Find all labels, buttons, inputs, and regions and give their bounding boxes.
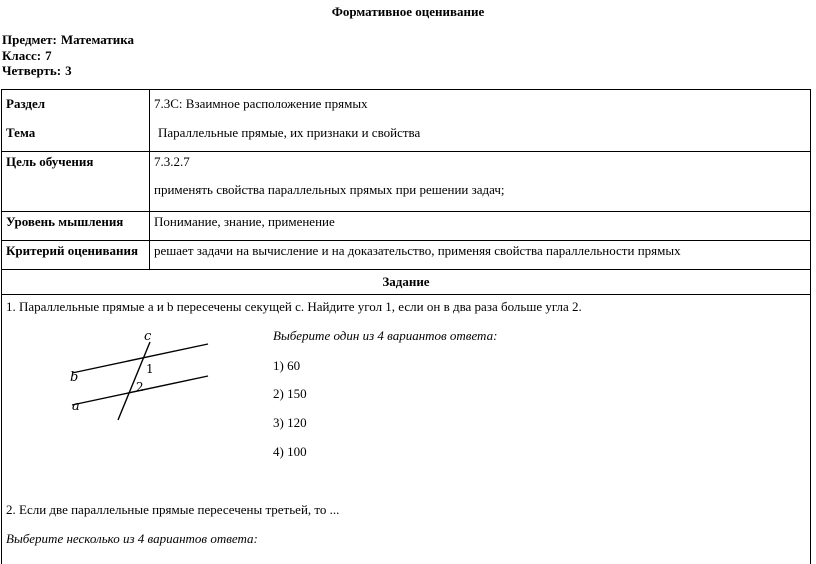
section-value-cell <box>150 90 811 152</box>
answer-option-3[interactable]: 3) 120 <box>273 415 307 430</box>
goal-code: 7.3.2.7 <box>154 154 190 169</box>
subject-label: Предмет: <box>2 32 57 47</box>
goal-label: Цель обучения <box>6 154 94 169</box>
quarter-line <box>2 63 72 79</box>
quarter-value: 3 <box>65 63 72 78</box>
task-header: Задание <box>382 274 430 289</box>
answer-option-1[interactable]: 1) 60 <box>273 358 301 373</box>
topic-label: Тема <box>6 124 36 140</box>
line-c <box>118 342 150 420</box>
thinking-value: Понимание, знание, применение <box>154 214 335 229</box>
task-header-row <box>2 270 811 295</box>
parallel-lines-figure <box>60 325 220 430</box>
criteria-label: Критерий оценивания <box>6 243 139 258</box>
question-2-instruction: Выберите несколько из 4 вариантов ответа: <box>6 531 258 546</box>
goal-value-cell <box>150 152 811 212</box>
grade-label: Класс: <box>2 48 42 63</box>
answer-option-2[interactable]: 2) 150 <box>273 386 307 401</box>
goal-text: применять свойства параллельных прямых при решении задач; <box>154 181 505 197</box>
answer-option-4[interactable]: 4) 100 <box>273 444 307 459</box>
quarter-label: Четверть: <box>2 63 62 78</box>
question-2-text: 2. Если две параллельные прямые пересечены третьей, то ... <box>6 502 340 517</box>
task-header-cell <box>2 270 811 295</box>
thinking-label: Уровень мышления <box>6 214 124 229</box>
section-label-cell <box>2 90 150 152</box>
page-title: Формативное оценивание <box>331 4 485 19</box>
section-row <box>2 90 811 152</box>
thinking-value-cell <box>150 212 811 241</box>
topic-value: Параллельные прямые, их признаки и свойства <box>158 124 421 140</box>
thinking-row <box>2 212 811 241</box>
goal-row <box>2 152 811 212</box>
section-label: Раздел <box>6 96 46 111</box>
line-b <box>72 344 208 373</box>
grade-value: 7 <box>45 48 52 63</box>
subject-line <box>2 32 134 48</box>
section-value: 7.3С: Взаимное расположение прямых <box>154 96 368 111</box>
criteria-value-cell <box>150 241 811 270</box>
grade-line <box>2 48 52 64</box>
thinking-label-cell <box>2 212 150 241</box>
angle-2-label: 2 <box>136 380 144 394</box>
criteria-label-cell <box>2 241 150 270</box>
label-c: c <box>144 329 152 344</box>
label-b: b <box>70 370 79 385</box>
question-1-text: 1. Параллельные прямые a и b пересечены секущей c. Найдите угол 1, если он в два раза больше угла 2. <box>6 299 582 314</box>
angle-1-label: 1 <box>146 362 154 376</box>
goal-label-cell <box>2 152 150 212</box>
question-1-instruction: Выберите один из 4 вариантов ответа: <box>273 328 498 343</box>
subject-value: Математика <box>60 32 135 47</box>
label-a: a <box>72 399 80 414</box>
lesson-info-table <box>1 89 811 295</box>
criteria-row <box>2 241 811 270</box>
criteria-value: решает задачи на вычисление и на доказательство, применяя свойства параллельности прямых <box>154 243 681 258</box>
